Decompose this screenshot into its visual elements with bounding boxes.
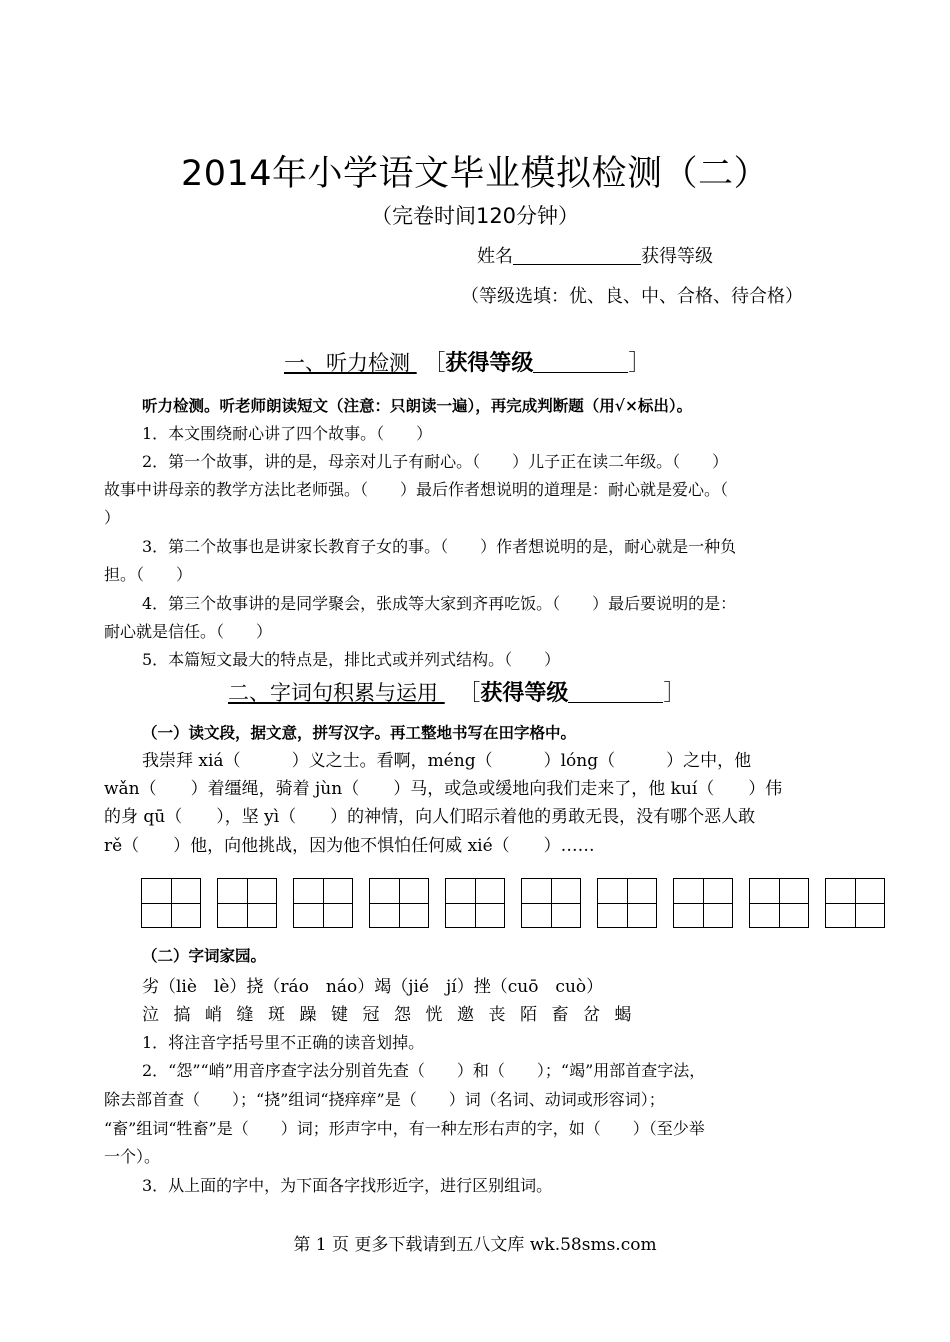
tianzige-box[interactable] bbox=[369, 878, 429, 928]
char-item: 岔 bbox=[583, 1005, 600, 1025]
char-item: 缝 bbox=[236, 1005, 254, 1025]
section2-grade-label: 获得等级 bbox=[480, 681, 569, 706]
section2-heading: 二、字词句积累与运用 ［获得等级 ］ bbox=[228, 681, 686, 706]
char-item: 邀 bbox=[457, 1005, 474, 1025]
s1-line: 担。（ ） bbox=[104, 565, 193, 584]
char-item: 陌 bbox=[520, 1005, 537, 1025]
char-item: 躁 bbox=[299, 1005, 317, 1025]
question-line: 1．将注音字括号里不正确的读音划掉。 bbox=[142, 1033, 425, 1052]
section2-title: 二、字词句积累与运用 bbox=[228, 681, 438, 705]
part1-line: 的身 qū（ ），坚 yì（ ）的神情，向人们昭示着他的勇敢无畏，没有哪个恶人敢 bbox=[104, 807, 756, 827]
s1-line: 故事中讲母亲的教学方法比老师强。（ ）最后作者想说明的道理是：耐心就是爱心。（ bbox=[104, 480, 729, 499]
name-label: 姓名 bbox=[477, 246, 513, 267]
section1-grade-label: 获得等级 bbox=[445, 351, 534, 376]
page-footer: 第 1 页 更多下载请到五八文库 wk.58sms.com bbox=[293, 1235, 657, 1255]
s1-line: 耐心就是信任。（ ） bbox=[104, 622, 273, 641]
tianzige-box[interactable] bbox=[597, 878, 657, 928]
s1-line: 4．第三个故事讲的是同学聚会，张成等大家到齐再吃饭。（ ）最后要说明的是： bbox=[142, 594, 737, 613]
tianzige-box[interactable] bbox=[445, 878, 505, 928]
char-item: 峭 bbox=[205, 1005, 222, 1025]
tianzige-box[interactable] bbox=[521, 878, 581, 928]
name-field-row bbox=[477, 242, 713, 268]
char-list bbox=[142, 1001, 646, 1029]
tianzige-box[interactable] bbox=[293, 878, 353, 928]
char-item: 畜 bbox=[551, 1005, 569, 1025]
part1-title: （一）读文段，据文意，拼写汉字。再工整地书写在田字格中。 bbox=[142, 723, 577, 742]
question-line: 一个）。 bbox=[104, 1147, 161, 1166]
section1-grade-blank[interactable] bbox=[533, 352, 628, 373]
char-item: 丧 bbox=[488, 1005, 506, 1025]
part1-line: rě（ ）他，向他挑战，因为他不惧怕任何威 xié（ ）…… bbox=[104, 836, 595, 856]
s1-line: 3．第二个故事也是讲家长教育子女的事。（ ）作者想说明的是，耐心就是一种负 bbox=[142, 537, 737, 556]
char-item: 键 bbox=[331, 1005, 348, 1025]
tianzige-box[interactable] bbox=[673, 878, 733, 928]
exam-duration: （完卷时间120分钟） bbox=[370, 204, 580, 228]
char-item: 恍 bbox=[425, 1005, 443, 1025]
part2-title: （二）字词家园。 bbox=[142, 946, 267, 965]
section1-title: 一、听力检测 bbox=[284, 351, 410, 375]
tianzige-box[interactable] bbox=[749, 878, 809, 928]
tianzige-box[interactable] bbox=[141, 878, 201, 928]
section1-heading: 一、听力检测 ［获得等级 ］ bbox=[284, 351, 651, 376]
char-item: 斑 bbox=[268, 1005, 285, 1025]
s1-line: ） bbox=[104, 508, 121, 527]
grade-label: 获得等级 bbox=[641, 246, 713, 267]
char-item: 蝎 bbox=[614, 1005, 632, 1025]
part1-line: 我崇拜 xiá（ ）义之士。看啊，méng（ ）lóng（ ）之中，他 bbox=[142, 751, 752, 771]
question-line: “畜”组词“牲畜”是（ ）词；形声字中，有一种左形右声的字，如（ ）（至少举 bbox=[104, 1119, 705, 1138]
tianzige-box[interactable] bbox=[825, 878, 885, 928]
char-item: 搞 bbox=[173, 1005, 191, 1025]
s1-line: 5．本篇短文最大的特点是，排比式或并列式结构。（ ） bbox=[142, 650, 561, 669]
s1-line: 2．第一个故事，讲的是，母亲对儿子有耐心。（ ）儿子正在读二年级。（ ） bbox=[142, 452, 729, 471]
question-line: 2．“怨”“峭”用音序查字法分别首先查（ ）和（ ）；“竭”用部首查字法， bbox=[142, 1061, 706, 1080]
question-line: 除去部首查（ ）；“挠”组词“挠痒痒”是（ ）词（名词、动词或形容词）； bbox=[104, 1090, 665, 1109]
char-item: 冠 bbox=[362, 1005, 380, 1025]
char-item: 怨 bbox=[394, 1005, 411, 1025]
part1-line: wǎn（ ）着缰绳，骑着 jùn（ ）马，或急或缓地向我们走来了，他 kuí（ ）伟 bbox=[104, 779, 783, 799]
section1-instruction: 听力检测。听老师朗读短文（注意：只朗读一遍），再完成判断题（用√×标出）。 bbox=[142, 396, 693, 415]
tianzige-box[interactable] bbox=[217, 878, 277, 928]
pinyin-line: 劣（liè lè）挠（ráo náo）竭（jié jí）挫（cuō cuò） bbox=[142, 977, 604, 997]
question-line: 3．从上面的字中，为下面各字找形近字，进行区别组词。 bbox=[142, 1176, 553, 1195]
s1-line: 1．本文围绕耐心讲了四个故事。（ ） bbox=[142, 424, 433, 443]
name-blank[interactable] bbox=[513, 246, 641, 265]
grade-options: （等级选填：优、良、中、合格、待合格） bbox=[461, 286, 803, 307]
section2-grade-blank[interactable] bbox=[568, 682, 663, 703]
char-item: 泣 bbox=[142, 1005, 159, 1025]
page-title: 2014年小学语文毕业模拟检测（二） bbox=[180, 154, 770, 194]
